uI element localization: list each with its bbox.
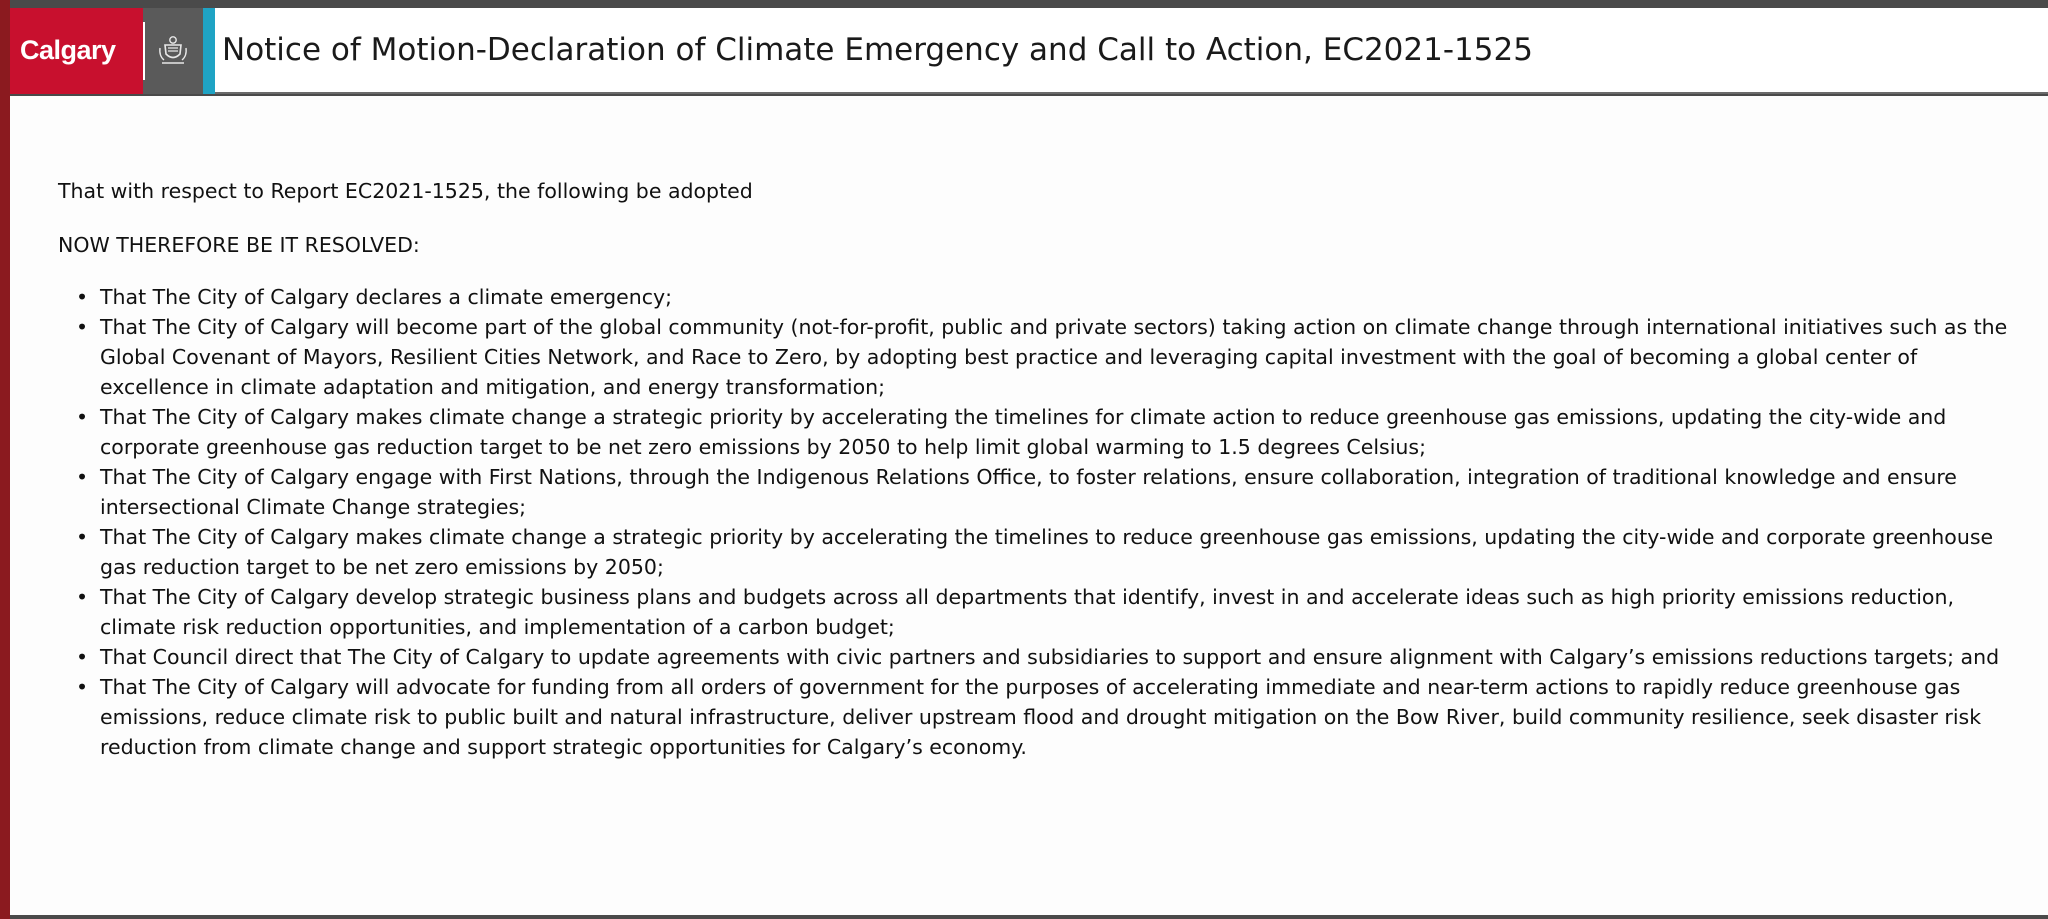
city-crest-icon — [156, 34, 190, 68]
logo-divider — [143, 22, 145, 80]
calgary-logo — [10, 8, 143, 94]
list-item — [58, 402, 2018, 462]
bullet-icon: • — [76, 525, 89, 549]
list-item — [58, 642, 2018, 672]
accent-bar — [203, 8, 215, 94]
bullet-icon: • — [76, 405, 89, 429]
list-item — [58, 312, 2018, 402]
list-item — [58, 582, 2018, 642]
list-item-text: That The City of Calgary makes climate change a strategic priority by accelerating the timelines for climate action to reduce greenhouse gas emissions, updating the city-wide and corporate greenhouse gas reduction target to be net zero emissions by 2050 to help limit global warming to 1.5 degrees Celsius; — [100, 405, 1947, 459]
bullet-icon: • — [76, 675, 89, 699]
header-bar — [10, 8, 2048, 94]
list-item — [58, 462, 2018, 522]
bullet-icon: • — [76, 285, 89, 309]
motion-text — [58, 176, 2018, 762]
list-item-text: That Council direct that The City of Calgary to update agreements with civic partners and subsidiaries to support and ensure alignment with Calgary’s emissions reductions targets; and — [100, 645, 2000, 669]
list-item — [58, 282, 2018, 312]
list-item-text: That The City of Calgary makes climate change a strategic priority by accelerating the timelines to reduce greenhouse gas emissions, updating the city-wide and corporate greenhouse gas reduction target to be net zero emissions by 2050; — [100, 525, 1994, 579]
resolution-list — [58, 282, 2018, 762]
page-title: Notice of Motion-Declaration of Climate Emergency and Call to Action, EC2021-1525 — [222, 32, 1533, 68]
left-edge-bar — [0, 0, 10, 919]
bullet-icon: • — [76, 315, 89, 339]
intro-paragraph: That with respect to Report EC2021-1525, the following be adopted — [58, 179, 753, 203]
logo-text: Calgary — [20, 35, 116, 65]
bullet-icon: • — [76, 465, 89, 489]
list-item-text: That The City of Calgary engage with First Nations, through the Indigenous Relations Office, to foster relations, ensure collaboration, integration of traditional knowledge and ensure intersectional Climate Change strategies; — [100, 465, 1957, 519]
list-item-text: That The City of Calgary will become part of the global community (not-for-profit, public and private sectors) taking action on climate change through international initiatives such as the Global Covenant of Mayors, Resilient Cities Network, and Race to Zero, by adopting best practice and leveraging capital investment with the goal of becoming a global center of excellence in climate adaptation and mitigation, and energy transformation; — [100, 315, 2008, 399]
list-item-text: That The City of Calgary declares a climate emergency; — [100, 285, 673, 309]
list-item — [58, 672, 2018, 762]
list-item — [58, 522, 2018, 582]
bullet-icon: • — [76, 585, 89, 609]
list-item-text: That The City of Calgary develop strategic business plans and budgets across all departments that identify, invest in and accelerate ideas such as high priority emissions reduction, climate risk reduction opportunities, and implementation of a carbon budget; — [100, 585, 1954, 639]
bottom-border — [10, 915, 2048, 919]
resolved-heading: NOW THEREFORE BE IT RESOLVED: — [58, 233, 420, 257]
bullet-icon: • — [76, 645, 89, 669]
list-item-text: That The City of Calgary will advocate for funding from all orders of government for the purposes of accelerating immediate and near-term actions to rapidly reduce greenhouse gas emissions, reduce climate risk to public built and natural infrastructure, deliver upstream flood and drought mitigation on the Bow River, build community resilience, seek disaster risk reduction from climate change and support strategic opportunities for Calgary’s economy. — [100, 675, 1982, 759]
document-content — [10, 96, 2048, 915]
